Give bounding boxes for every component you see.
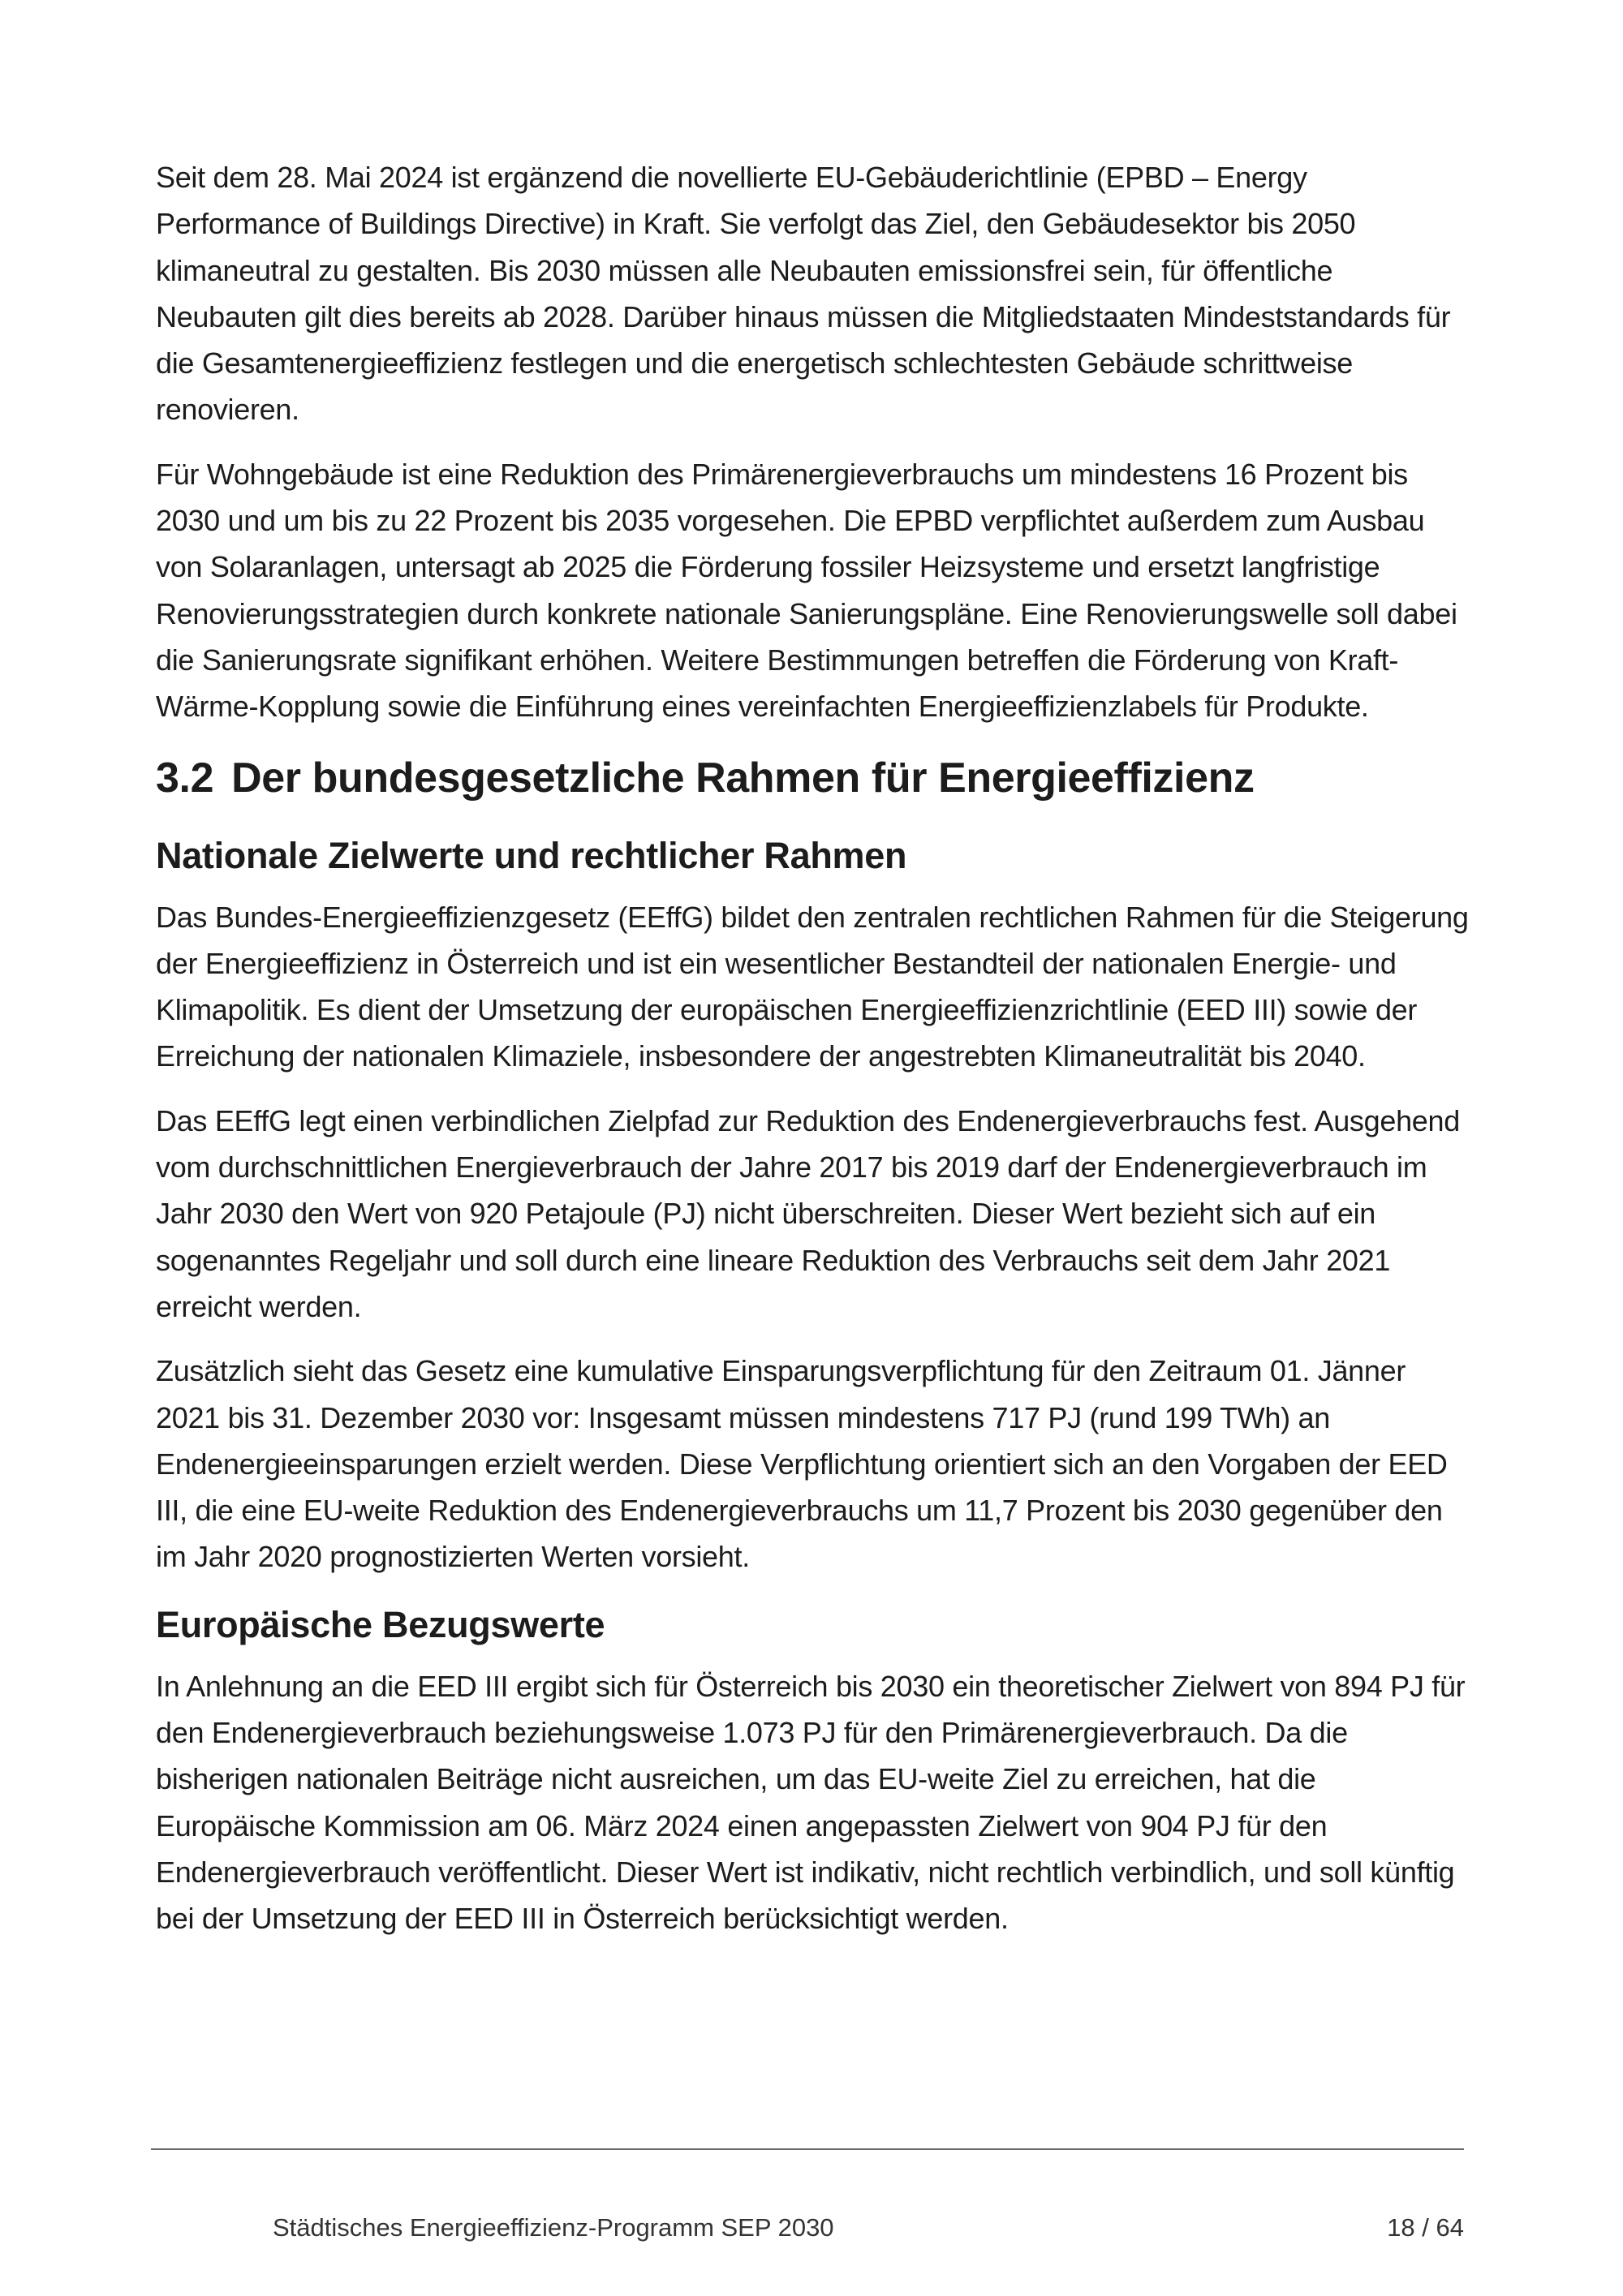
paragraph-epbd: Seit dem 28. Mai 2024 ist ergänzend die novellierte EU-Gebäuderichtlinie (EPBD – Energy Performance of Buildings Directive) in Kraft. Sie verfolgt das Ziel, den Gebäudesektor bis 2050 klimaneutral zu gestalten. Bis 2030 müssen alle Neubauten emissionsfrei sein, für öffentliche Neubauten gilt dies bereits ab 2028. Darüber hinaus müssen die Mitgliedstaaten Mindeststandards für die Gesamtenergieeffizienz festlegen und die energetisch schlechtesten Gebäude schrittweise renovieren. xyxy=(156,161,1451,427)
footer-divider xyxy=(151,2148,1464,2150)
footer-title: Städtisches Energieeffizienz-Programm SEP 2030 xyxy=(273,2213,834,2242)
document-body xyxy=(156,154,1470,1960)
paragraph-eeffg-target-path: Das EEffG legt einen verbindlichen Zielpfad zur Reduktion des Endenergieverbrauchs fest. Ausgehend vom durchschnittlichen Energieverbrauch der Jahre 2017 bis 2019 darf der Endenergieverbrauch im Jahr 2030 den Wert von 920 Petajoule (PJ) nicht überschreiten. Dieser Wert bezieht sich auf ein sogenanntes Regeljahr und soll durch eine lineare Reduktion des Verbrauchs seit dem Jahr 2021 erreicht werden. xyxy=(156,1103,1460,1323)
paragraph-eu-reference-values: In Anlehnung an die EED III ergibt sich für Österreich bis 2030 ein theoretischer Zielwert von 894 PJ für den Endenergieverbrauch beziehungsweise 1.073 PJ für den Primärenergieverbrauch. Da die bisherigen nationalen Beiträge nicht ausreichen, um das EU-weite Ziel zu erreichen, hat die Europäische Kommission am 06. März 2024 einen angepassten Zielwert von 904 PJ für den Endenergieverbrauch veröffentlicht. Dieser Wert ist indikativ, nicht rechtlich verbindlich, und soll künftig bei der Umsetzung der EED III in Österreich berücksichtigt werden. xyxy=(156,1669,1466,1936)
paragraph-eeffg-framework: Das Bundes-Energieeffizienzgesetz (EEffG) bildet den zentralen rechtlichen Rahmen für die Steigerung der Energieeffizienz in Österreich und ist ein wesentlicher Bestandteil der nationalen Energie- und Klimapolitik. Es dient der Umsetzung der europäischen Energieeffizienzrichtlinie (EED III) sowie der Erreichung der nationalen Klimaziele, insbesondere der angestrebten Klimaneutralität bis 2040. xyxy=(156,900,1469,1073)
subsection-heading-national: Nationale Zielwerte und rechtlicher Rahmen xyxy=(156,834,907,876)
paragraph-residential-targets: Für Wohngebäude ist eine Reduktion des Primärenergieverbrauchs um mindestens 16 Prozent bis 2030 und um bis zu 22 Prozent bis 2035 vorgesehen. Die EPBD verpflichtet außerdem zum Ausbau von Solaranlagen, untersagt ab 2025 die Förderung fossiler Heizsysteme und ersetzt langfristige Renovierungsstrategien durch konkrete nationale Sanierungspläne. Eine Renovierungswelle soll dabei die Sanierungsrate signifikant erhöhen. Weitere Bestimmungen betreffen die Förderung von Kraft-Wärme-Kopplung sowie die Einführung eines vereinfachten Energieeffizienzlabels für Produkte. xyxy=(156,457,1457,724)
page-number: 18 / 64 xyxy=(1387,2213,1464,2242)
paragraph-cumulative-savings: Zusätzlich sieht das Gesetz eine kumulative Einsparungsverpflichtung für den Zeitraum 01. Jänner 2021 bis 31. Dezember 2030 vor: Insgesamt müssen mindestens 717 PJ (rund 199 TWh) an Endenergieeinsparungen erzielt werden. Diese Verpflichtung orientiert sich an den Vorgaben der EED III, die eine EU-weite Reduktion des Endenergieverbrauchs um 11,7 Prozent bis 2030 gegenüber den im Jahr 2020 prognostizierten Werten vorsieht. xyxy=(156,1354,1448,1574)
subsection-heading-european: Europäische Bezugswerte xyxy=(156,1603,605,1645)
section-heading xyxy=(156,750,1470,806)
section-title: Der bundesgesetzliche Rahmen für Energieeffizienz xyxy=(231,754,1255,802)
section-number: 3.2 xyxy=(156,754,214,802)
